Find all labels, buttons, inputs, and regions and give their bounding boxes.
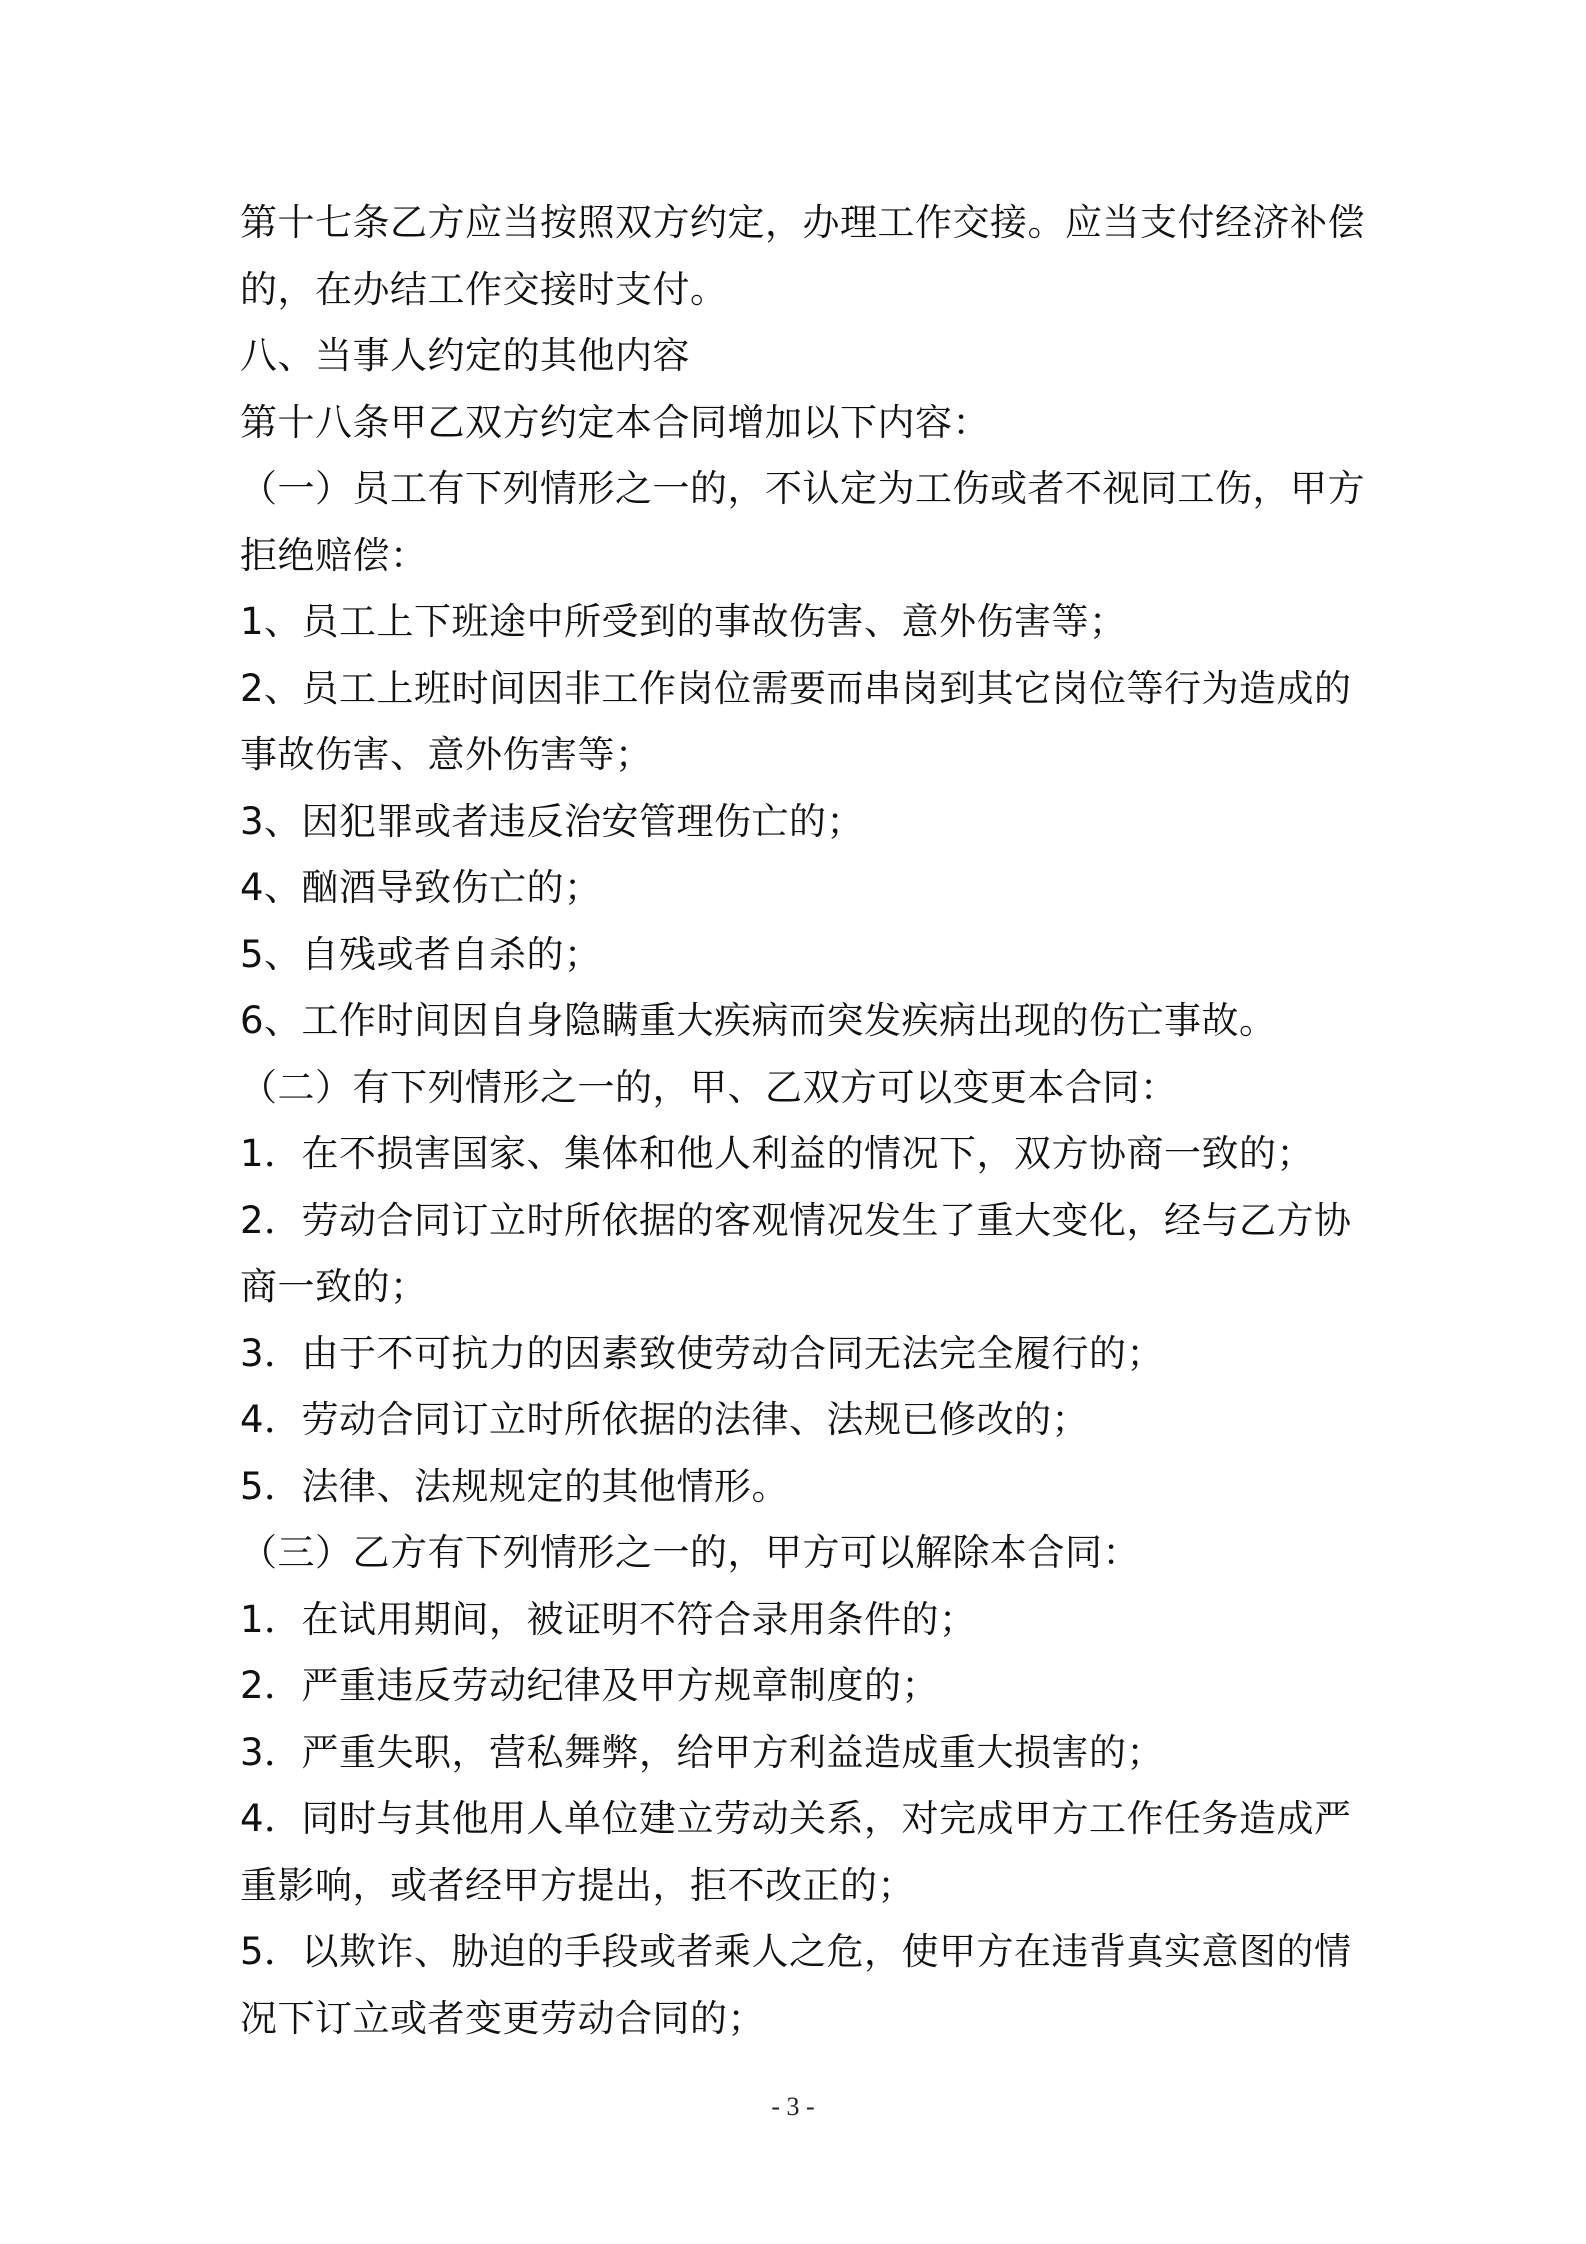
list-item: 2、员工上班时间因非工作岗位需要而串岗到其它岗位等行为造成的 <box>240 666 1352 710</box>
list-item: 4．劳动合同订立时所依据的法律、法规已修改的； <box>240 1398 1090 1441</box>
list-item: 1．在不损害国家、集体和他人利益的情况下，双方协商一致的； <box>240 1132 1315 1175</box>
list-item: 2．劳动合同订立时所依据的客观情况发生了重大变化，经与乙方协 <box>240 1198 1352 1242</box>
section-heading: 八、当事人约定的其他内容 <box>240 334 690 377</box>
body-line: 拒绝赔偿： <box>240 533 428 577</box>
subsection-line: （一）员工有下列情形之一的，不认定为工伤或者不视同工伤，甲方 <box>240 467 1365 510</box>
list-item: 1．在试用期间，被证明不符合录用条件的； <box>240 1597 977 1641</box>
list-item: 4、酗酒导致伤亡的； <box>240 866 602 909</box>
body-line: 重影响，或者经甲方提出，拒不改正的； <box>240 1863 915 1907</box>
contract-body <box>240 190 1365 2052</box>
list-item: 3．严重失职，营私舞弊，给甲方利益造成重大损害的； <box>240 1730 1165 1774</box>
body-line: 的，在办结工作交接时支付。 <box>240 267 728 311</box>
list-item: 1、员工上下班途中所受到的事故伤害、意外伤害等； <box>240 600 1127 643</box>
body-line: 第十七条乙方应当按照双方约定，办理工作交接。应当支付经济补偿 <box>240 201 1365 244</box>
list-item: 5、自残或者自杀的； <box>240 932 602 976</box>
body-line: 商一致的； <box>240 1265 428 1308</box>
body-line: 况下订立或者变更劳动合同的； <box>240 1996 765 2040</box>
article-heading: 第十八条甲乙双方约定本合同增加以下内容： <box>240 400 990 444</box>
list-item: 2．严重违反劳动纪律及甲方规章制度的； <box>240 1664 940 1707</box>
body-line: 事故伤害、意外伤害等； <box>240 733 653 776</box>
list-item: 4．同时与其他用人单位建立劳动关系，对完成甲方工作任务造成严 <box>240 1797 1352 1840</box>
list-item: 3、因犯罪或者违反治安管理伤亡的； <box>240 799 865 843</box>
subsection-line: （三）乙方有下列情形之一的，甲方可以解除本合同： <box>240 1531 1140 1574</box>
page-number: - 3 - <box>771 2092 815 2121</box>
subsection-line: （二）有下列情形之一的，甲、乙双方可以变更本合同： <box>240 1065 1178 1109</box>
list-item: 6、工作时间因自身隐瞒重大疾病而突发疾病出现的伤亡事故。 <box>240 999 1277 1042</box>
list-item: 3．由于不可抗力的因素致使劳动合同无法完全履行的； <box>240 1331 1165 1375</box>
list-item: 5．法律、法规规定的其他情形。 <box>240 1464 790 1508</box>
list-item: 5．以欺诈、胁迫的手段或者乘人之危，使甲方在违背真实意图的情 <box>240 1930 1352 1973</box>
